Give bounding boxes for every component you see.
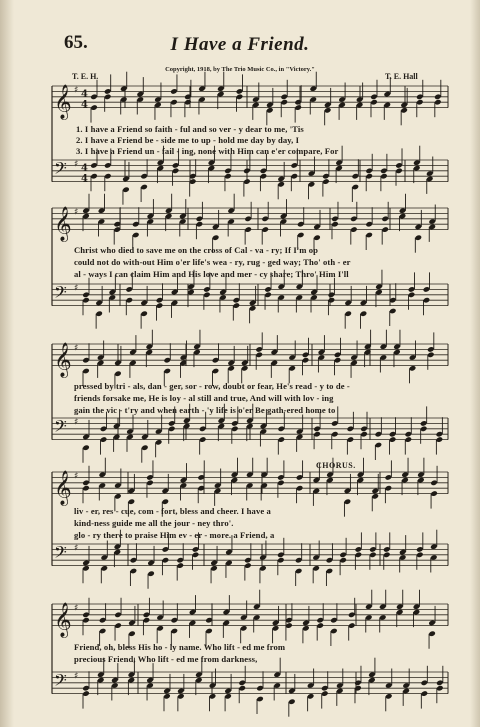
- time-signature-bottom: 4: [81, 99, 88, 111]
- chorus-label: CHORUS.: [316, 461, 356, 470]
- key-signature-sharp: ♯: [74, 283, 79, 294]
- key-signature-sharp: ♯: [74, 671, 79, 682]
- lyric-line: kind-ness guide me all the jour - ney thro'.: [74, 518, 234, 528]
- key-signature-sharp: ♯: [74, 159, 79, 170]
- bass-clef: 𝄢: [54, 542, 67, 567]
- key-signature-sharp: ♯: [74, 471, 79, 482]
- treble-clef: 𝄞: [54, 206, 72, 242]
- treble-clef: 𝄞: [54, 342, 72, 378]
- treble-clef: 𝄞: [54, 84, 72, 120]
- lyricist-credit: T. E. H.: [72, 72, 99, 81]
- lyric-line: al - ways I can claim Him and His love and mer - cy share; Thro' Him I'll: [74, 269, 349, 279]
- lyric-line: 2. I have a Friend be - side me to up - hold me day by day, I: [76, 135, 300, 145]
- lyric-line: could not do with-out Him o'er life's wea - ry, rug - ged way; Tho' oth - er: [74, 257, 351, 267]
- hymn-title: I Have a Friend.: [170, 34, 310, 55]
- bass-clef: 𝄢: [54, 416, 67, 441]
- lyric-line: Christ who died to save me on the cross of Cal - va - ry; If I'm op: [74, 245, 319, 255]
- treble-clef: 𝄞: [54, 602, 72, 638]
- copyright-notice: Copyright, 1918, by The Trio Music Co., in "Victory.": [165, 66, 315, 73]
- key-signature-sharp: ♯: [74, 207, 79, 218]
- lyric-line: glo - ry there to praise Him ev - er - more. a Friend, a: [74, 530, 275, 540]
- lyric-line: friends forsake me, He is loy - al still and true, And will with lov - ing: [74, 393, 334, 403]
- key-signature-sharp: ♯: [74, 417, 79, 428]
- key-signature-sharp: ♯: [74, 343, 79, 354]
- time-signature-top: 4: [81, 88, 88, 100]
- lyric-line: 1. I have a Friend so faith - ful and so ver - y dear to me, 'Tis: [76, 124, 304, 134]
- key-signature-sharp: ♯: [74, 543, 79, 554]
- treble-clef: 𝄞: [54, 470, 72, 506]
- key-signature-sharp: ♯: [74, 603, 79, 614]
- composer-credit: T. E. Hall: [385, 72, 418, 81]
- bass-clef: 𝄢: [54, 670, 67, 695]
- time-signature-bottom: 4: [81, 173, 88, 185]
- lyric-line: Friend, oh, bless His ho - ly name. Who lift - ed me from: [74, 642, 286, 652]
- lyric-line: gain the vic - t'ry and when earth - 'y life is o'er Be gath-ered home to: [74, 405, 336, 415]
- lyric-line: pressed by tri - als, dan - ger, sor - row, doubt or fear, He's read - y to de -: [74, 381, 350, 391]
- hymn-number: 65.: [64, 32, 88, 53]
- time-signature-top: 4: [81, 162, 88, 174]
- bass-clef: 𝄢: [54, 158, 67, 183]
- lyric-line: 3. I have a Friend un - fail - ing, none with Him can e'er compare, For: [76, 146, 339, 156]
- lyric-line: precious Friend, Who lift - ed me from darkness,: [74, 654, 258, 664]
- lyric-line: liv - er, res - cue, com - fort, bless and cheer. I have a: [74, 506, 271, 516]
- key-signature-sharp: ♯: [74, 85, 79, 96]
- bass-clef: 𝄢: [54, 282, 67, 307]
